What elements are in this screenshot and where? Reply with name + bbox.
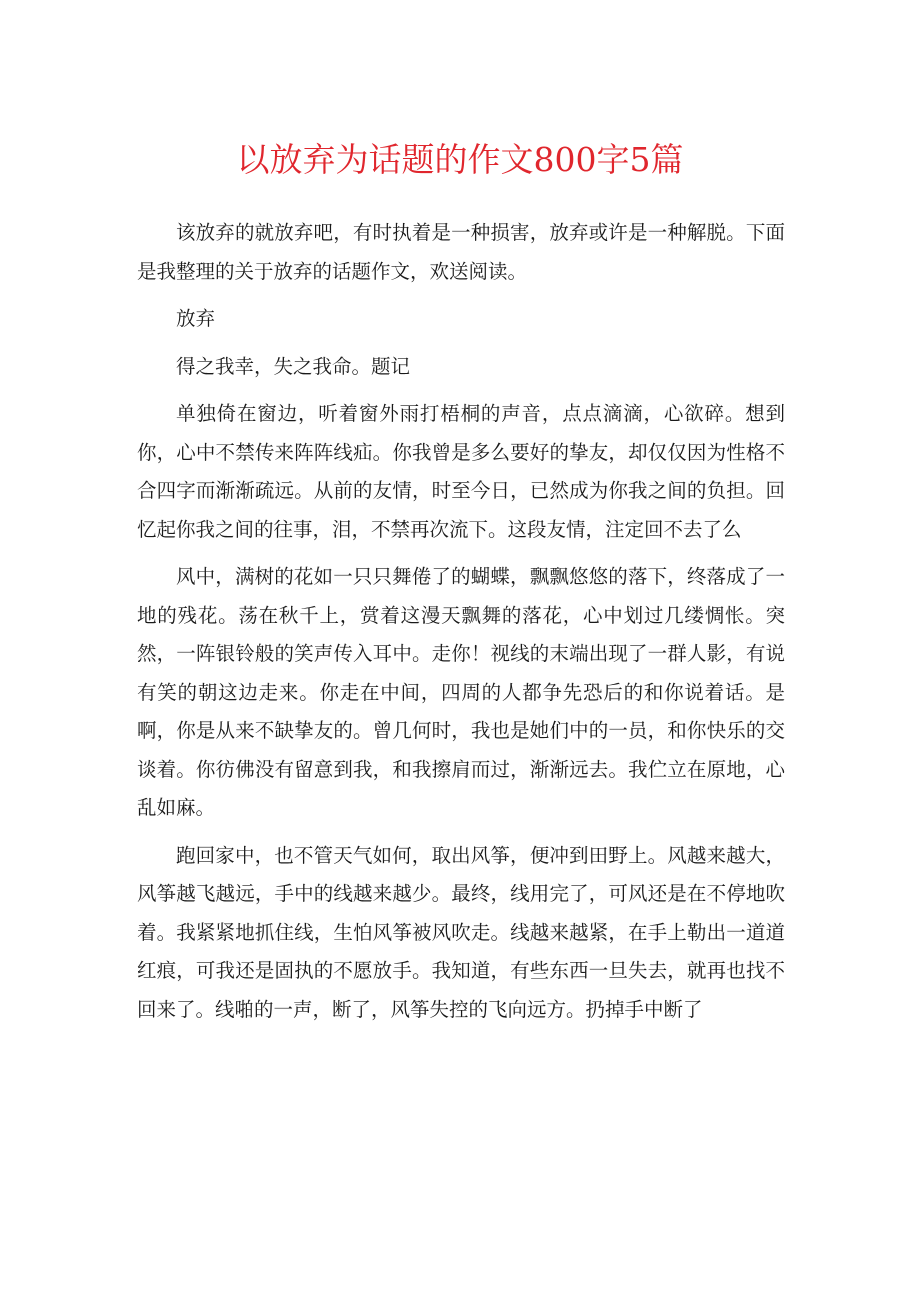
document-title: 以放弃为话题的作文800字5篇 (236, 140, 684, 179)
paragraph-intro: 该放弃的就放弃吧，有时执着是一种损害，放弃或许是一种解脱。下面是我整理的关于放弃的话题作文，欢送阅读。 (137, 221, 785, 283)
paragraph-epigraph: 得之我幸，失之我命。题记 (176, 354, 411, 378)
paragraph-body: 风中，满树的花如一只只舞倦了的蝴蝶，飘飘悠悠的落下，终落成了一地的残花。荡在秋千上，赏着这漫天飘舞的落花，心中划过几缕惆怅。突然，一阵银铃般的笑声传入耳中。走你！视线的末端出现了一群人影，有说有笑的朝这边走来。你走在中间，四周的人都争先恐后的和你说着话。是啊，你是从来不缺挚友的。曾几何时，我也是她们中的一员，和你快乐的交谈着。你彷佛没有留意到我，和我擦肩而过，渐渐远去。我伫立在原地，心乱如麻。 (137, 565, 785, 819)
paragraph-body: 单独倚在窗边，听着窗外雨打梧桐的声音，点点滴滴，心欲碎。想到你，心中不禁传来阵阵线疝。你我曾是多么要好的挚友，却仅仅因为性格不合四字而渐渐疏远。从前的友情，时至今日，已然成为你我之间的负担。回忆起你我之间的往事，泪，不禁再次流下。这段友情，注定回不去了么 (137, 402, 785, 541)
paragraph-heading: 放弃 (176, 307, 216, 330)
document-body (137, 214, 785, 1038)
paragraph-body: 跑回家中，也不管天气如何，取出风筝，便冲到田野上。风越来越大，风筝越飞越远，手中的线越来越少。最终，线用完了，可风还是在不停地吹着。我紧紧地抓住线，生怕风筝被风吹走。线越来越紧，在手上勒出一道道红痕，可我还是固执的不愿放手。我知道，有些东西一旦失去，就再也找不回来了。线啪的一声，断了，风筝失控的飞向远方。扔掉手中断了 (137, 843, 785, 1021)
